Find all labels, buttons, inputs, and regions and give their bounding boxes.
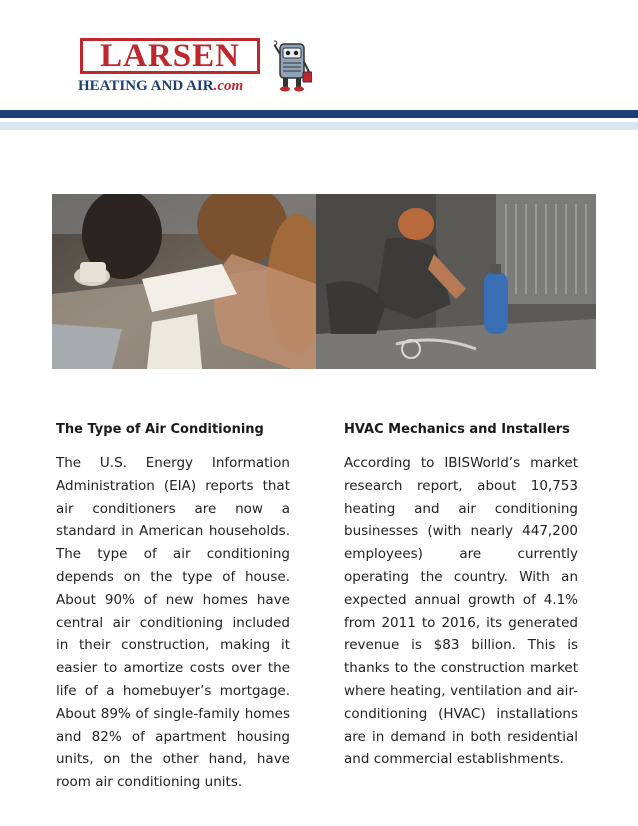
- logo-wordmark-box: [80, 38, 260, 74]
- logo-tagline: [78, 78, 243, 95]
- hvac-technician-photo: [316, 194, 596, 369]
- hvac-technician-photo-icon: [316, 194, 596, 369]
- company-logo[interactable]: [76, 36, 316, 100]
- office-meeting-photo-icon: [52, 194, 316, 369]
- left-column-body: The U.S. Energy Information Administration (EIA) reports that air conditioners are now a standard in American households. The type of air conditioning depends on the type of house. About 90% of new homes have central air conditioning included in their construction, making it easier to amortize costs over the life of a homebuyer’s mortgage. About 89% of single-family homes and 82% of apartment housing units, on the other hand, have room air conditioning units.: [56, 455, 290, 791]
- right-column-body: According to IBISWorld’s market research report, about 10,753 heating and air conditioning businesses (with nearly 447,200 employees) are currently operating the country. With an expected annual growth of 4.1% from 2011 to 2016, its generated revenue is $83 billion. This is thanks to the construction market where heating, ventilation and air-conditioning (HVAC) installations are in demand in both residential and commercial establishments.: [344, 455, 578, 768]
- logo-domain-suffix: .com: [213, 78, 244, 94]
- logo-tagline-text: HEATING AND AIR: [78, 78, 214, 94]
- office-meeting-photo: [52, 194, 316, 369]
- header-band-dark: [0, 110, 638, 118]
- right-column-heading: HVAC Mechanics and Installers: [344, 422, 570, 437]
- header-band-light: [0, 122, 638, 130]
- left-column-heading: The Type of Air Conditioning: [56, 422, 264, 437]
- logo-wordmark: LARSEN: [100, 37, 240, 74]
- ac-unit-mascot-icon: [274, 36, 312, 92]
